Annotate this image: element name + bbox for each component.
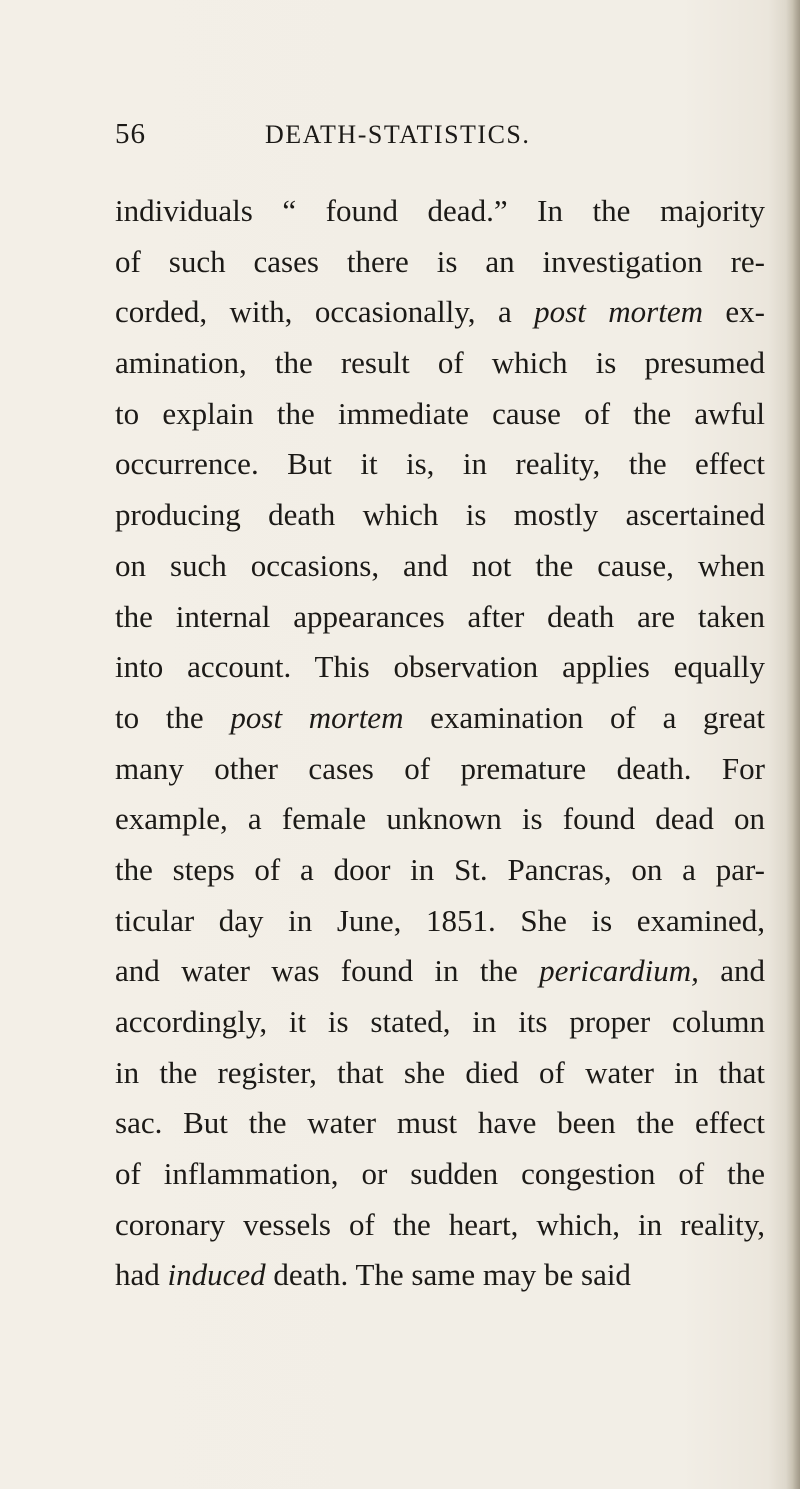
text-run: ex- — [702, 294, 765, 330]
text-line — [115, 389, 765, 440]
text-run: and water was found in the — [115, 953, 540, 989]
text-line — [115, 794, 765, 845]
text-line — [115, 744, 765, 795]
text-line — [115, 1200, 765, 1251]
text-run: had — [115, 1257, 168, 1293]
text-run: accordingly, it is stated, in its proper column — [115, 1004, 765, 1039]
text-line — [115, 186, 765, 237]
running-head: DEATH-STATISTICS. — [265, 120, 531, 149]
text-run: the steps of a door in St. Pancras, on a par- — [115, 851, 765, 887]
text-run: to explain the immediate cause of the awful — [115, 395, 765, 431]
text-run: of inflammation, or sudden congestion of the — [115, 1156, 765, 1192]
text-line — [115, 693, 765, 744]
italic-run: induced — [167, 1257, 266, 1293]
text-run: example, a female unknown is found dead on — [115, 801, 765, 837]
text-run: sac. But the water must have been the effect — [115, 1105, 765, 1141]
text-run: corded, with, occasionally, a — [115, 294, 535, 330]
text-run: ticular day in June, 1851. She is examined, — [115, 902, 765, 938]
text-run: examination of a great — [403, 699, 765, 735]
text-run: occurrence. But it is, in reality, the effect — [115, 446, 765, 482]
text-run: to the — [115, 699, 231, 735]
text-line — [115, 1048, 765, 1099]
page-edge-shadow — [786, 0, 800, 1489]
text-line — [115, 946, 765, 997]
text-run: coronary vessels of the heart, which, in reality, — [115, 1206, 765, 1242]
text-line — [115, 592, 765, 643]
text-line — [115, 287, 765, 338]
text-line — [115, 997, 765, 1048]
text-line — [115, 1149, 765, 1200]
text-run: into account. This observation applies equally — [115, 649, 765, 685]
text-line — [115, 237, 765, 288]
page-header — [115, 118, 755, 164]
text-line — [115, 541, 765, 592]
text-line — [115, 642, 765, 693]
text-run: in the register, that she died of water in that — [115, 1054, 765, 1090]
text-run: of such cases there is an investigation re- — [115, 243, 765, 279]
text-line — [115, 490, 765, 541]
text-line — [115, 896, 765, 947]
text-line — [115, 1250, 765, 1301]
text-run: amination, the result of which is presumed — [115, 345, 765, 381]
text-run: and — [698, 953, 766, 989]
page-number: 56 — [115, 118, 146, 150]
text-line — [115, 845, 765, 896]
italic-run: post mortem — [534, 294, 703, 330]
body-text — [115, 186, 765, 1301]
italic-run: post mortem — [230, 699, 404, 735]
text-run: individuals “ found dead.” In the majority — [115, 193, 765, 228]
text-run: on such occasions, and not the cause, when — [115, 547, 765, 583]
text-run: producing death which is mostly ascertained — [115, 497, 765, 533]
text-line — [115, 1098, 765, 1149]
italic-run: pericardium, — [539, 953, 699, 989]
text-line — [115, 338, 765, 389]
text-run: the internal appearances after death are taken — [115, 598, 765, 634]
text-run: many other cases of premature death. For — [115, 750, 765, 786]
text-line — [115, 439, 765, 490]
text-run: death. The same may be said — [265, 1257, 631, 1293]
